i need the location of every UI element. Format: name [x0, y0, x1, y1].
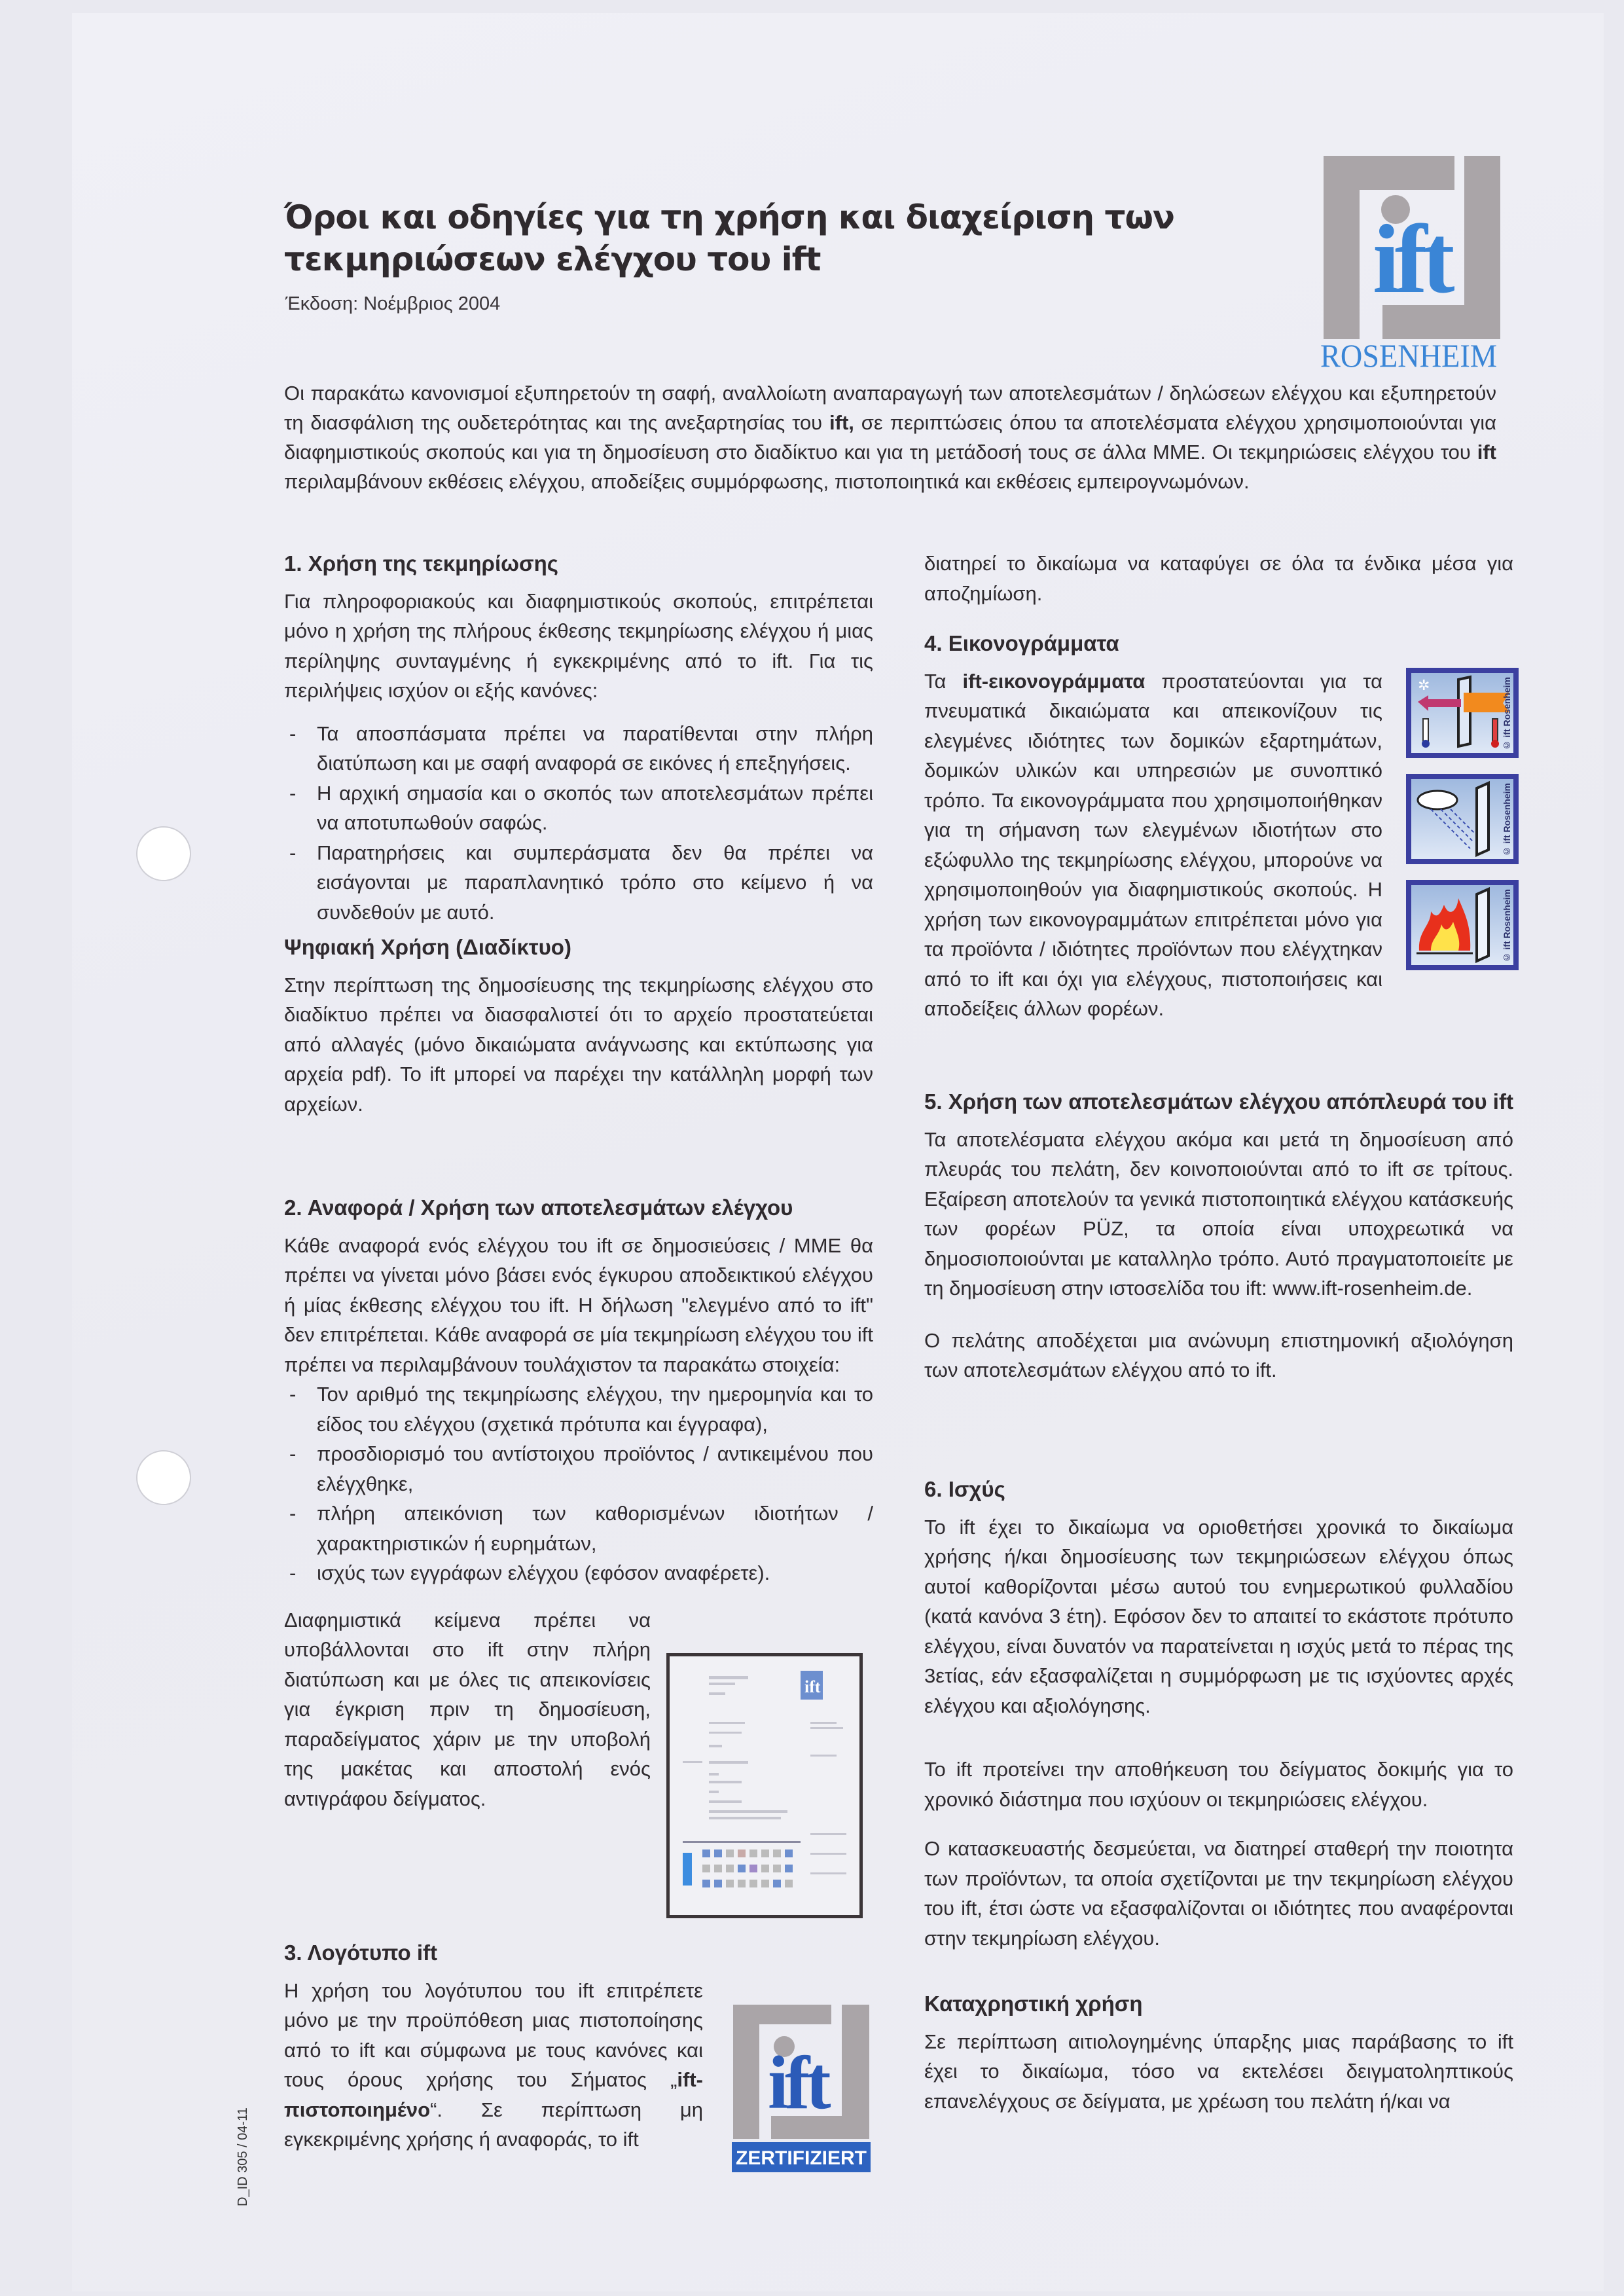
rules-list [284, 719, 873, 928]
section-paragraph: Ο πελάτης αποδέχεται μια ανώνυμη επιστημονική αξιολόγηση των αποτελεσμάτων ελέγχου από το ift. [924, 1328, 1513, 1381]
requirements-list [284, 1379, 873, 1588]
section-heading: 3. Λογότυπο ift [284, 1941, 437, 1965]
section-paragraph: Κάθε αναφορά ενός ελέγχου του ift σε δημοσιεύσεις / ΜΜΕ θα πρέπει να γίνεται μόνο βάσει ενός έγκυρου αποδεικτικού ελέγχου ή μίας έκθεσης ελέγχου του ift. Η δήλωση "ελεγμένο από το ift" δεν επιτρέπεται. Κάθε αναφορά σε μία τεκμηρίωση ελέγχου του ift πρέπει να περιλαμβάνουν τουλάχιστον τα παρακάτω στοιχεία: [284, 1233, 873, 1376]
ift-rosenheim-logo [1317, 149, 1500, 372]
section-heading: 5. Χρήση των αποτελεσμάτων ελέγχου απόπλευρά του ift [924, 1089, 1513, 1114]
list-item: - Τα αποσπάσματα πρέπει να παρατίθενται στην πλήρη διατύπωση και με σαφή αναφορά σε εικόνες ή επεξηγήσεις. [284, 719, 873, 778]
section-paragraph: Το ift προτείνει την αποθήκευση του δείγματος δοκιμής για το χρονικό διάστημα που ισχύουν οι τεκμηριώσεις ελέγχου. [924, 1758, 1513, 1811]
section-3 [284, 1938, 703, 2155]
misuse-section [924, 1989, 1513, 2116]
driving-rain-icon: © ift Rosenheim [1406, 774, 1519, 864]
svg-text:ift: ift [1373, 205, 1450, 314]
svg-text:✲: ✲ [1418, 677, 1430, 693]
document-title: Όροι και οδηγίες για τη χρήση και διαχείριση των τεκμηριώσεων ελέγχου του ift [284, 198, 1174, 278]
svg-text:ift: ift [768, 2041, 827, 2124]
section-3-continued [924, 549, 1513, 608]
punch-hole [136, 1450, 191, 1505]
section-paragraph: Το ift έχει το δικαίωμα να οριοθετήσει χρονικά το δικαίωμα χρήσης ή/και δημοσίευσης των τεκμηριώσεων ελέγχου όπως αυτοί καθορίζονται μέσω αυτού του ενημερωτικού φυλλαδίου (κατά κανόνα 3 έτη). Εφόσον δεν το απαιτεί το εκάστοτε πρότυπο ελέγχου, είναι δυνατόν να παρατείνεται η ισχύς μετά το πέρας της 3ετίας, εάν εξασφαλίζεται η συμμόρφωση με τις ισχύοντες αρχές ελέγχου και αξιολόγησης. [924, 1515, 1513, 1717]
list-item: - Η αρχική σημασία και ο σκοπός των αποτελεσμάτων πρέπει να αποτυπωθούν σαφώς. [284, 778, 873, 838]
section-5 [924, 1087, 1513, 1385]
document-id: D_ID 305 / 04-11 [236, 2107, 250, 2206]
thermal-insulation-icon: ✲ © ift Rosenheim [1406, 668, 1519, 758]
section-paragraph: Τα ift-εικονογράμματα προστατεύονται για τα πνευματικά δικαιώματα και απεικονίζουν τις ελεγμένες ιδιότητες των δομικών εξαρτημάτων, δομικών υλικών και υπηρεσιών με συνοπτικό τρόπο. Τα εικονογράμματα που χρησιμοποιήθηκαν για τη σήμανση των ελεγμένων ιδιοτήτων στο εξώφυλλο της τεκμηρίωσης ελέγχου, μπορούνε να χρησιμοποιηθούν για διαφημιστικούς σκοπούς. Η χρήση των εικονογραμμάτων επιτρέπεται μόνο για τα προϊόντα / ιδιότητες προϊόντων που ελέγχτηκαν από το ift και όχι για ελέγχους, πιστοποιήσεις και αποδείξεις άλλων φορέων. [924, 669, 1382, 1020]
fire-resistance-icon: © ift Rosenheim [1406, 880, 1519, 970]
logo-city: ROSENHEIM [1320, 337, 1497, 372]
list-item: - πλήρη απεικόνιση των καθορισμένων ιδιοτήτων / χαρακτηριστικών ή ευρημάτων, [284, 1499, 873, 1558]
section-paragraph: Διαφημιστικά κείμενα πρέπει να υποβάλλονται στο ift στην πλήρη διατύπωση και με όλες τις απεικονίσεις για έγκριση πριν τη δημοσίευση, παραδείγματος χάριν με την υποβολή της μακέτας και αποστολή ενός αντιγράφου δείγματος. [284, 1608, 651, 1810]
section-paragraph: Σε περίπτωση αιτιολογημένης ύπαρξης μιας παράβασης το ift έχει το δικαίωμα, τόσο να εκτελέσει δειγματοληπτικούς επανελέγχους σε δείγματα, με χρέωση του πελάτη ή/και να [924, 2030, 1513, 2113]
punch-hole [136, 826, 191, 881]
section-heading: 6. Ισχύς [924, 1477, 1005, 1501]
subsection-heading: Ψηφιακή Χρήση (Διαδίκτυο) [284, 935, 571, 959]
zertifiziert-label: ZERTIFIZIERT [736, 2147, 867, 2169]
section-heading: 2. Αναφορά / Χρήση των αποτελεσμάτων ελέγχου [284, 1195, 793, 1220]
section-paragraph: Τα αποτελέσματα ελέγχου ακόμα και μετά τη δημοσίευση από πλευράς του πελάτη, δεν κοινοποιούνται από το ift σε τρίτους. Εξαίρεση αποτελούν τα γενικά πιστοποιητικά ελέγχου κατάσκευής των φορέων PÜZ, τα οποία είναι υποχρεωτικά να δημοσιοποιούνται με καταλληλο τρόπο. Αυτό πραγματοποιείτε με τη δημοσίευση στην ιστοσελίδα του ift: www.ift-rosenheim.de. [924, 1127, 1513, 1300]
section-paragraph: Η χρήση του λογότυπου του ift επιτρέπετε μόνο με την προϋπόθεση μιας πιστοποίησης από το ift και σύμφωνα με τους κανόνες και τους όρους χρήσης του Σήματος „ift-πιστοποιημένο“. Σε περίπτωση μη εγκεκριμένης χρήσης ή αναφοράς, το ift [284, 1978, 703, 2151]
list-item: - προσδιορισμό του αντίστοιχου προϊόντος / αντικειμένου που ελέγχθηκε, [284, 1439, 873, 1499]
section-paragraph: διατηρεί το δικαίωμα να καταφύγει σε όλα τα ένδικα μέσα για αποζημίωση. [924, 552, 1513, 605]
section-paragraph: Στην περίπτωση της δημοσίευσης της τεκμηρίωσης ελέγχου στο διαδίκτυο πρέπει να διασφαλιστεί ότι το αρχείο προστατεύεται από αλλαγές (μόνο δικαιώματα ανάγνωσης και εκτύπωσης για αρχεία pdf). Το ift μπορεί να παρέχει την κατάλληλη μορφή των αρχείων. [284, 973, 873, 1116]
section-heading: Καταχρηστική χρήση [924, 1992, 1143, 2016]
test-report-thumbnail [666, 1653, 863, 1918]
edition-date: Έκδοση: Νοέμβριος 2004 [285, 293, 501, 314]
section-6 [924, 1474, 1513, 1953]
list-item: - ισχύς των εγγράφων ελέγχου (εφόσον αναφέρετε). [284, 1558, 873, 1588]
section-paragraph: Για πληροφοριακούς και διαφημιστικούς σκοπούς, επιτρέπεται μόνο η χρήση της πλήρους έκθεσης τεκμηρίωσης ελέγχου ή μιας περίληψης συνταγμένης ή εγκεκριμένης από το ift. Για τις περιλήψεις ισχύον οι εξής κανόνες: [284, 589, 873, 702]
intro-paragraph: Οι παρακάτω κανονισμοί εξυπηρετούν τη σαφή, αναλλοίωτη αναπαραγωγή των αποτελεσμάτων / δηλώσεων ελέγχου και εξυπηρετούν τη διασφάλιση της ουδετερότητας και της ανεξαρτησίας του ift, σε περιπτώσεις όπου τα αποτελέσματα ελέγχου χρησιμοποιούνται για διαφημιστικούς σκοπούς και για τη δημοσίευση στο διαδίκτυο και για τη μετάδοσή τους σε άλλα ΜΜΕ. Οι τεκμηριώσεις ελέγχου του ift περιλαμβάνουν εκθέσεις ελέγχου, αποδείξεις συμμόρφωσης, πιστοποιητικά και εκθέσεις εμπειρογνωμόνων. [284, 382, 1497, 493]
section-heading: 4. Εικονογράμματα [924, 631, 1119, 655]
svg-text:ift: ift [804, 1677, 821, 1696]
pictogram-list [1406, 668, 1524, 986]
section-1 [284, 549, 873, 1119]
section-heading: 1. Χρήση της τεκμηρίωσης [284, 551, 558, 575]
ift-certified-logo [732, 2003, 871, 2174]
section-paragraph: Ο κατασκευαστής δεσμεύεται, να διατηρεί σταθερή την ποιοτητα των προϊόντων, τα οποία σχετίζονται με την τεκμηρίωση ελέγχου του ift, έτσι ώστε να εξασφαλίζονται οι ιδιότητες που αναφέρονται στην τεκμηρίωση ελέγχου. [924, 1837, 1513, 1950]
list-item: - Παρατηρήσεις και συμπεράσματα δεν θα πρέπει να εισάγονται με παραπλανητικό τρόπο στο κείμενο ή να συνδεθούν με αυτό. [284, 838, 873, 928]
list-item: - Τον αριθμό της τεκμηρίωσης ελέγχου, την ημερομηνία και το είδος του ελέγχου (σχετικά πρότυπα και έγγραφα), [284, 1379, 873, 1439]
